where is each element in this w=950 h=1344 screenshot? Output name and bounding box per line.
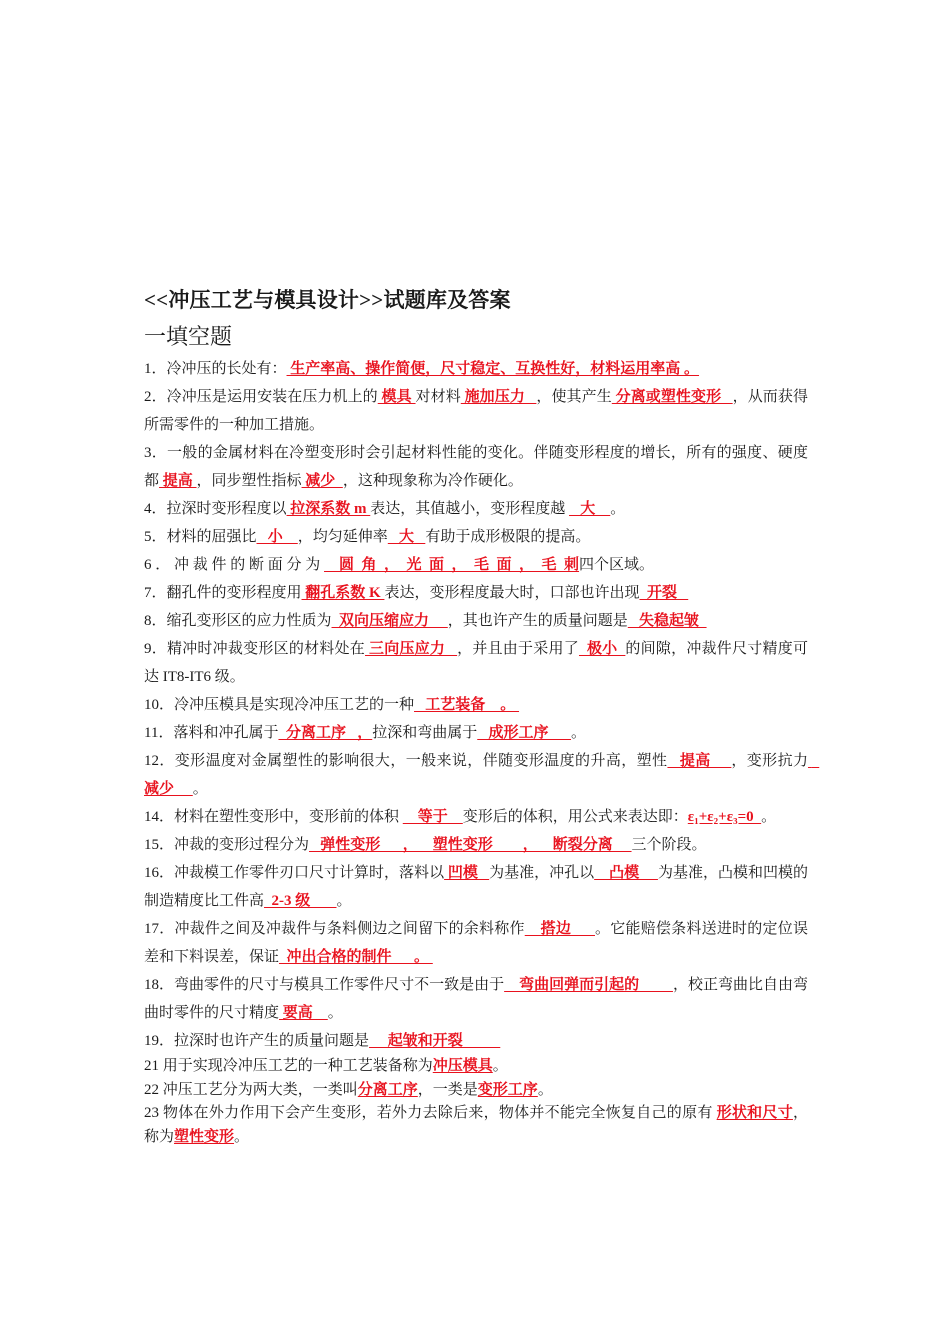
question-q21 (144, 1055, 808, 1079)
answer-blank: 拉深系数 m (286, 501, 371, 517)
question-q23 (144, 1102, 808, 1149)
answer-blank: 塑性变形 (174, 1128, 235, 1145)
question-text: 14．材料在塑性变形中，变形前的体积 (144, 809, 403, 825)
question-text: 16．冲裁模工作零件刃口尺寸计算时，落料以 (144, 865, 445, 881)
question-text: 4．拉深时变形程度以 (144, 501, 287, 517)
question-text: 3．一般的金属材料在冷塑变形时会引起材料性能的变化。伴随变形程度的增长，所有的强度、硬度都 (144, 445, 808, 489)
question-list (144, 355, 820, 1149)
question-text: 拉深和弯曲属于 (372, 725, 478, 741)
answer-blank: 2-3 级 (264, 893, 337, 909)
question-q12 (144, 747, 820, 803)
answer-blank: 分离或塑性变形 (611, 389, 733, 405)
question-q16 (144, 859, 808, 915)
question-text: ，并且由于采用了 (457, 641, 579, 657)
question-text: 18．弯曲零件的尺寸与模具工作零件尺寸不一致是由于 (144, 977, 505, 993)
answer-blank: 圆 角 ， 光 面 ， 毛 面 ， 毛 刺 (324, 557, 580, 573)
question-text: ，一类是 (417, 1081, 478, 1098)
question-q3 (144, 439, 808, 495)
answer-blank: 凸模 (594, 865, 658, 881)
answer-blank: 减少 (144, 753, 820, 797)
answer-blank: 极小 (578, 641, 626, 657)
question-text: 。 (234, 1128, 250, 1145)
question-q9 (144, 635, 808, 691)
question-text: 6 ． 冲 裁 件 的 断 面 分 为 (144, 557, 325, 573)
question-q5 (144, 523, 808, 551)
question-text: 。 (571, 725, 587, 741)
question-q2 (144, 383, 808, 439)
question-text: 22 冲压工艺分为两大类，一类叫 (144, 1081, 358, 1098)
question-text: 的间隙，冲裁件尺寸精度可达 IT8-IT6 级。 (144, 641, 808, 685)
question-text: 15．冲裁的变形过程分为 (144, 837, 310, 853)
question-text: 5．材料的屈强比 (144, 529, 257, 545)
answer-blank: 工艺装备 。 (414, 697, 520, 713)
question-text: 19．拉深时也许产生的质量问题是 (144, 1033, 370, 1049)
answer-blank: 要高 (279, 1005, 328, 1021)
question-q1 (144, 355, 808, 383)
question-text: ，其也许产生的质量问题是 (447, 613, 628, 629)
question-text: 12．变形温度对金属塑性的影响很大，一般来说，伴随变形温度的升高，塑性 (144, 753, 668, 769)
question-q15 (144, 831, 808, 859)
question-text: ，使其产生 (536, 389, 612, 405)
answer-blank: 翻孔系数 K (301, 585, 385, 601)
question-text: 为基准，凸模和凹模的制造精度比工件高 (144, 865, 808, 909)
answer-blank: ε₁+ε₂+ε₃=0 (687, 809, 762, 825)
question-text: 8．缩孔变形区的应力性质为 (144, 613, 332, 629)
question-text: ，校正弯曲比自由弯曲时零件的尺寸精度 (144, 977, 808, 1021)
question-text: 。 (192, 781, 208, 797)
question-text: ，同步塑性指标 (196, 473, 302, 489)
question-text: 变形后的体积，用公式来表达即： (462, 809, 688, 825)
question-text: 。 (336, 893, 352, 909)
question-text: 2．冷冲压是运用安装在压力机上的 (144, 389, 378, 405)
question-text: 表达，变形程度最大时，口部也许出现 (384, 585, 640, 601)
answer-blank: 凹模 (444, 865, 490, 881)
answer-blank: 弹性变形 ， 塑性变形 ， 断裂分离 (309, 837, 632, 853)
answer-blank: 起皱和开裂 (369, 1033, 501, 1049)
question-text: 为基准，冲孔以 (489, 865, 595, 881)
question-text: 。 (537, 1081, 553, 1098)
question-q6 (144, 551, 808, 579)
section-heading: 一填空题 (144, 324, 233, 349)
question-text: 。 (327, 1005, 343, 1021)
answer-blank: 小 (256, 529, 298, 545)
question-text: 11．落料和冲孔属于 (144, 725, 279, 741)
question-text: ，变形抗力 (731, 753, 808, 769)
question-text: 。 (492, 1058, 508, 1074)
question-text: 。 (610, 501, 626, 517)
question-text: 。它能赔偿条料送进时的定位误差和下料误差，保证 (144, 921, 808, 965)
question-text: 10．冷冲压模具是实现冷冲压工艺的一种 (144, 697, 415, 713)
question-text: ，称为 (144, 1105, 808, 1145)
question-text: ，这种现象称为冷作硬化。 (342, 473, 523, 489)
question-text: 。 (761, 809, 777, 825)
question-q8 (144, 607, 808, 635)
answer-blank: 生产率高、操作简便，尺寸稳定、互换性好，材料运用率高 。 (286, 361, 700, 377)
question-text: 17．冲裁件之间及冲裁件与条料侧边之间留下的余料称作 (144, 921, 525, 937)
question-text: 四个区域。 (579, 557, 655, 573)
question-q17 (144, 915, 808, 971)
question-q22 (144, 1079, 808, 1103)
question-text: 表达，其值越小，变形程度越 (370, 501, 570, 517)
question-text: ，从而获得所需零件的一种加工措施。 (144, 389, 808, 433)
answer-blank: 开裂 (639, 585, 689, 601)
question-text: 7．翻孔件的变形程度用 (144, 585, 302, 601)
question-text: 9．精冲时冲裁变形区的材料处在 (144, 641, 365, 657)
answer-blank: 分离工序 (357, 1081, 418, 1098)
answer-blank: 三向压应力 (365, 641, 458, 657)
question-q14 (144, 803, 808, 831)
question-text: 23 物体在外力作用下会产生变形，若外力去除后来，物体并不能完全恢复自己的原有 (144, 1105, 717, 1121)
answer-blank: 双向压缩应力 (331, 613, 448, 629)
answer-blank: 冲出合格的制件 。 (279, 949, 433, 965)
question-text: 有助于成形极限的提高。 (425, 529, 591, 545)
answer-blank: 施加压力 (460, 389, 537, 405)
question-text: 三个阶段。 (631, 837, 707, 853)
question-q4 (144, 495, 808, 523)
answer-blank: 大 (569, 501, 611, 517)
question-q10 (144, 691, 808, 719)
answer-blank: 等于 (402, 809, 463, 825)
answer-blank: 分离工序 ， (278, 725, 373, 741)
answer-blank: 弯曲回弹而引起的 (504, 977, 673, 993)
question-text: 对材料 (415, 389, 461, 405)
question-text: 21 用于实现冷冲压工艺的一种工艺装备称为 (144, 1058, 433, 1074)
answer-blank: 大 (387, 529, 426, 545)
answer-blank: 搭边 (524, 921, 595, 937)
question-q18 (144, 971, 808, 1027)
question-text: ，均匀延伸率 (297, 529, 388, 545)
answer-blank: 成形工序 (477, 725, 571, 741)
question-q19 (144, 1027, 808, 1055)
answer-blank: 变形工序 (477, 1081, 538, 1098)
question-q7 (144, 579, 808, 607)
answer-blank: 冲压模具 (432, 1058, 493, 1074)
answer-blank: 失稳起皱 (627, 613, 707, 629)
document-title: <<冲压工艺与模具设计>>试题库及答案 (144, 288, 511, 312)
question-q11 (144, 719, 808, 747)
answer-blank: 提高 (159, 473, 197, 489)
answer-blank: 减少 (301, 473, 343, 489)
answer-blank: 形状和尺寸 (716, 1105, 793, 1121)
question-text: 1．冷冲压的长处有： (144, 361, 287, 377)
answer-blank: 模具 (377, 389, 416, 405)
answer-blank: 提高 (667, 753, 732, 769)
